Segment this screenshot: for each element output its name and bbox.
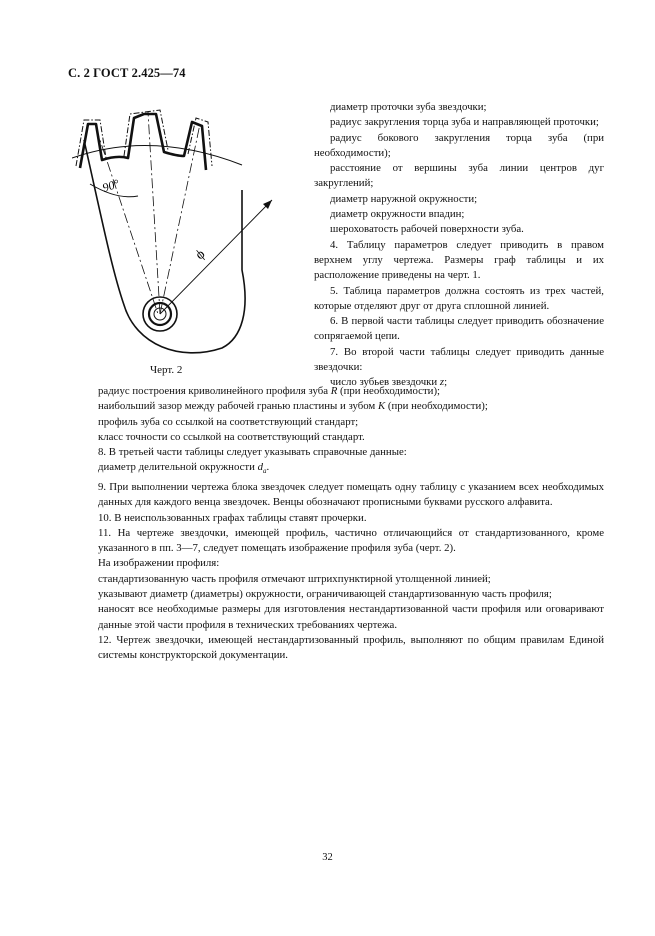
- center-line: [148, 112, 160, 314]
- paragraph: радиус бокового закругления торца зуба (при необходимости);: [314, 131, 604, 159]
- paragraph: профиль зуба со ссылкой на соответствующий стандарт;: [98, 415, 359, 428]
- paragraph: 9. При выполнении чертежа блока звездочек следует помещать одну таблицу с указанием всех необходимых данных для каждого венца звездочек. Венцы обозначают прописными буквами русского алфавита.: [98, 480, 604, 509]
- paragraph: указывают диаметр (диаметры) окружности, ограничивающей стандартизованную часть профиля;: [98, 588, 552, 601]
- diameter-symbol: ϕ: [192, 246, 209, 264]
- main-text: [98, 384, 604, 664]
- angle-label: 90°: [100, 176, 121, 195]
- paragraph: 12. Чертеж звездочки, имеющей нестандартизованный профиль, выполняют по общим правилам Единой системы конструкторской документации.: [98, 633, 604, 662]
- symbol: R: [330, 385, 338, 397]
- text: (при необходимости);: [337, 385, 441, 397]
- paragraph: 7. Во второй части таблицы следует приводить данные звездочки:: [314, 345, 604, 374]
- paragraph: стандартизованную часть профиля отмечают штрихпунктирной утолщенной линией;: [98, 572, 491, 585]
- symbol: K: [377, 400, 386, 413]
- paragraph: класс точности со ссылкой на соответствующий стандарт.: [98, 430, 365, 443]
- paragraph: диаметр наружной окружности;: [330, 192, 478, 205]
- paragraph: [98, 384, 604, 399]
- paragraph: диаметр делительной окружности $d_a$.: [98, 461, 270, 476]
- sprocket-body-outline: [84, 140, 245, 353]
- diameter-dimension-line: [160, 200, 272, 314]
- text: диаметр делительной окружности: [98, 461, 255, 474]
- figure-caption: Черт. 2: [150, 364, 183, 376]
- page-number: 32: [322, 852, 333, 863]
- subscript: a: [263, 467, 267, 476]
- sprocket-tooth-profile-drawing: [72, 100, 312, 360]
- symbol: d: [257, 461, 264, 474]
- paragraph: наносят все необходимые размеры для изготовления нестандартизованной части профиля или оговаривают данные этой части профиля в технических требованиях чертежа.: [98, 603, 604, 631]
- text: число зубьев звездочки: [330, 376, 438, 389]
- paragraph: На изображении профиля:: [98, 557, 220, 570]
- paragraph: диаметр проточки зуба звездочки;: [330, 101, 487, 113]
- paragraph: расстояние от вершины зуба линии центров дуг закруглений;: [314, 162, 604, 190]
- paragraph: 6. В первой части таблицы следует приводить обозначение сопрягаемой цепи.: [314, 315, 604, 343]
- paragraph: радиус закругления торца зуба и направляющей проточки;: [330, 116, 599, 129]
- page-header: С. 2 ГОСТ 2.425—74: [68, 66, 186, 80]
- paragraph: 11. На чертеже звездочки, имеющей профиль, частично отличающийся от стандартизованного, кроме указанного в пп. 3—7, следует помещать изображение профиля зуба (черт. 2).: [98, 526, 604, 555]
- paragraph: [98, 399, 604, 414]
- text: (при необходимости);: [385, 400, 488, 413]
- paragraph: 10. В неиспользованных графах таблицы ставят прочерки.: [98, 511, 367, 524]
- root-circle-arc: [72, 146, 242, 165]
- right-column-text: [314, 100, 604, 391]
- paragraph: шероховатость рабочей поверхности зуба.: [330, 223, 524, 236]
- text: радиус построения криволинейного профиля зуба: [98, 385, 329, 397]
- text: наибольший зазор между рабочей гранью пластины и зубом: [98, 400, 376, 413]
- center-line: [96, 128, 158, 314]
- paragraph: 5. Таблица параметров должна состоять из трех частей, которые отделяют друг от друга сплошной линией.: [314, 284, 604, 312]
- paragraph: число зубьев звездочки z;: [330, 376, 448, 389]
- paragraph: 8. В третьей части таблицы следует указывать справочные данные:: [98, 446, 407, 459]
- standardized-profile-dashdot: [76, 110, 212, 166]
- symbol: z: [439, 376, 445, 389]
- paragraph: 4. Таблицу параметров следует приводить в правом верхнем углу чертежа. Размеры граф таблицы и их расположение приведены на черт. 1.: [314, 238, 604, 282]
- tooth-profile: [80, 114, 206, 170]
- paragraph: диаметр окружности впадин;: [330, 208, 465, 221]
